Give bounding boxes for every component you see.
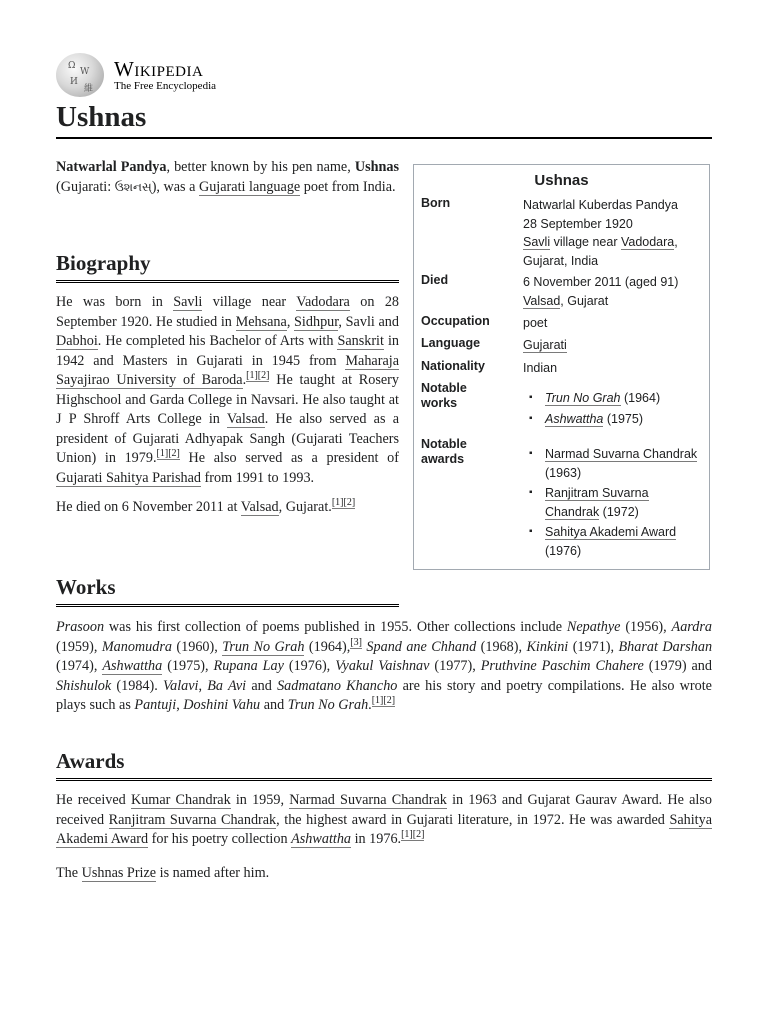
born-name: Natwarlal Kuberdas Pandya bbox=[523, 198, 678, 212]
link-ushnas-prize[interactable]: Ushnas Prize bbox=[81, 864, 157, 881]
works-heading: Works bbox=[56, 574, 399, 607]
awards-paragraph-1: He received Kumar Chandrak in 1959, Narmad Suvarna Chandrak in 1963 and Gujarat Gaurav Award. He also received Ranjitram Suvarna Chandrak, the highest award in Gujarati literature, in 1972. He was awarded Sahitya Akademi Award for his poetry collection Ashwattha in 1976.[1][2] bbox=[56, 792, 712, 847]
infobox-value-nationality: Indian bbox=[523, 361, 558, 375]
biography-paragraph-2: He died on 6 November 2011 at Valsad, Gujarat.[1][2] bbox=[56, 497, 356, 515]
infobox-value-occupation: poet bbox=[523, 316, 548, 330]
link-sahitya-akademi-award[interactable]: Sahitya Akademi Award bbox=[56, 811, 712, 847]
link-award-0[interactable]: Narmad Suvarna Chandrak bbox=[545, 447, 698, 461]
infobox bbox=[413, 164, 710, 570]
link-valsad[interactable]: Valsad bbox=[226, 411, 265, 427]
link-trun-no-grah[interactable]: Trun No Grah bbox=[222, 638, 305, 655]
list-item: ▪ Trun No Grah (1964) bbox=[523, 389, 703, 408]
link-ashwattha[interactable]: Ashwattha bbox=[291, 831, 352, 847]
wikipedia-wordmark bbox=[114, 58, 216, 92]
link-ashwattha[interactable]: Ashwattha bbox=[102, 658, 163, 674]
citation-1[interactable]: [1] bbox=[371, 695, 384, 707]
wordmark-tagline: The Free Encyclopedia bbox=[114, 80, 217, 92]
link-gujarati[interactable]: Gujarati bbox=[523, 338, 567, 352]
link-narmad-suvarna-chandrak[interactable]: Narmad Suvarna Chandrak bbox=[289, 792, 447, 808]
infobox-title: Ushnas bbox=[534, 172, 589, 189]
infobox-label-awards: Notable awards bbox=[421, 437, 467, 466]
citation-2[interactable]: [2] bbox=[383, 695, 396, 707]
biography-heading: Biography bbox=[56, 250, 399, 283]
infobox-label-nationality: Nationality bbox=[421, 359, 485, 373]
link-gujarati-sahitya-parishad[interactable]: Gujarati Sahitya Parishad bbox=[56, 469, 201, 486]
citation-2[interactable]: [2] bbox=[412, 829, 425, 841]
died-date: 6 November 2011 (aged 91) bbox=[523, 275, 679, 289]
citation-1[interactable]: [1] bbox=[331, 497, 344, 509]
citation-1[interactable]: [1] bbox=[246, 370, 258, 382]
link-dabhoi[interactable]: Dabhoi bbox=[56, 333, 98, 349]
list-item: ▪ Narmad Suvarna Chandrak (1963) bbox=[523, 445, 703, 482]
lead-name: Natwarlal Pandya bbox=[56, 159, 167, 175]
lead-text: ), was a bbox=[151, 178, 199, 195]
lead-text: (Gujarati: bbox=[56, 178, 115, 195]
died-place: Valsad, Gujarat bbox=[523, 293, 609, 308]
link-mehsana[interactable]: Mehsana bbox=[235, 313, 287, 330]
link-sidhpur[interactable]: Sidhpur bbox=[294, 313, 339, 330]
list-item: ▪ Ranjitram Suvarna Chandrak (1972) bbox=[523, 484, 703, 521]
awards-heading: Awards bbox=[56, 748, 712, 781]
link-gujarati-language[interactable]: Gujarati language bbox=[198, 178, 301, 195]
infobox-value-works bbox=[523, 389, 703, 430]
citation-2[interactable]: [2] bbox=[168, 448, 180, 460]
works-paragraph: Prasoon was his first collection of poems published in 1955. Other collections include Nepathye (1956), Aardra (1959), Manomudra (1960), Trun No Grah (1964),[3] Spand ane Chhand (1968), Kinkini (1971), Bharat Darshan (1974), Ashwattha (1975), Rupana Lay (1976), Vyakul Vaishnav (1977), Pruthvine Paschim Chahere (1979) and Shishulok (1984). Valavi, Ba Avi and Sadmatano Khancho are his story and poetry compilations. He also wrote plays such as Pantuji, Doshini Vahu and Trun No Grah.[1][2] bbox=[56, 619, 713, 713]
works-section bbox=[56, 574, 399, 607]
citation-3[interactable]: [3] bbox=[350, 636, 362, 648]
link-ranjitram-suvarna-chandrak[interactable]: Ranjitram Suvarna Chandrak bbox=[108, 811, 277, 828]
link-savli[interactable]: Savli bbox=[173, 294, 203, 310]
link-savli[interactable]: Savli bbox=[523, 235, 551, 249]
citation-2[interactable]: [2] bbox=[257, 370, 270, 382]
infobox-label-works: Notable works bbox=[421, 381, 467, 410]
citation-1[interactable]: [1] bbox=[156, 448, 169, 460]
born-state: Gujarat, India bbox=[523, 253, 599, 268]
wikipedia-logo[interactable] bbox=[56, 52, 712, 98]
infobox-value-awards bbox=[523, 445, 703, 562]
wikipedia-globe-icon: Ω W И 維 bbox=[56, 53, 104, 97]
link-award-2[interactable]: Sahitya Akademi Award bbox=[545, 525, 677, 539]
citation-2[interactable]: [2] bbox=[343, 497, 356, 509]
link-vadodara[interactable]: Vadodara bbox=[296, 294, 350, 310]
born-place: Savli village near Vadodara, bbox=[523, 235, 678, 249]
link-work-0[interactable]: Trun No Grah bbox=[545, 391, 621, 405]
link-valsad[interactable]: Valsad bbox=[240, 499, 279, 515]
infobox-label-born: Born bbox=[421, 196, 451, 210]
infobox-label-language: Language bbox=[421, 336, 481, 350]
lead-gujarati-script: ઉશનસ્ bbox=[114, 179, 152, 194]
infobox-label-occupation: Occupation bbox=[421, 314, 490, 328]
wordmark-title: Wikipedia bbox=[114, 57, 204, 81]
page-title: Ushnas bbox=[56, 100, 712, 139]
awards-section bbox=[56, 748, 712, 883]
link-sanskrit[interactable]: Sanskrit bbox=[337, 333, 384, 349]
infobox-value-language bbox=[523, 336, 703, 355]
link-kumar-chandrak[interactable]: Kumar Chandrak bbox=[130, 792, 231, 808]
link-valsad[interactable]: Valsad bbox=[523, 293, 561, 308]
link-msu-baroda[interactable]: Maharaja Sayajirao University of Baroda bbox=[56, 352, 399, 388]
infobox-label-died: Died bbox=[421, 273, 449, 287]
citation-1[interactable]: [1] bbox=[401, 829, 413, 841]
biography-section bbox=[56, 250, 399, 518]
lead-paragraph bbox=[56, 158, 399, 197]
link-award-1[interactable]: Ranjitram Suvarna Chandrak bbox=[545, 486, 649, 519]
born-date: 28 September 1920 bbox=[523, 216, 633, 231]
list-item: ▪ Ashwattha (1975) bbox=[523, 410, 703, 429]
awards-paragraph-2: The Ushnas Prize is named after him. bbox=[56, 864, 270, 881]
link-work-1[interactable]: Ashwattha bbox=[545, 411, 604, 426]
infobox-value-died bbox=[523, 273, 703, 310]
link-vadodara[interactable]: Vadodara bbox=[620, 235, 675, 249]
list-item: ▪ Sahitya Akademi Award (1976) bbox=[523, 523, 703, 560]
lead-text: , better known by his pen name, bbox=[166, 159, 355, 175]
lead-text: poet from India. bbox=[300, 178, 396, 195]
infobox-value-born bbox=[523, 196, 703, 270]
biography-paragraph-1: He was born in Savli village near Vadodara on 28 September 1920. He studied in Mehsana, Sidhpur, Savli and Dabhoi. He completed his Bachelor of Arts with Sanskrit in 1942 and Masters in Gujarati in 1945 from Maharaja Sayajirao University of Baroda.[1][2] He taught at Rosery Highschool and Garda College in Navsari. He also taught at J P Shroff Arts College in Valsad. He also served as a president of Gujarati Adhyapak Sangh (Gujarati Teachers Union) in 1979.[1][2] He also served as a president of Gujarati Sahitya Parishad from 1991 to 1993. bbox=[56, 294, 400, 486]
lead-pen-name: Ushnas bbox=[354, 159, 399, 175]
